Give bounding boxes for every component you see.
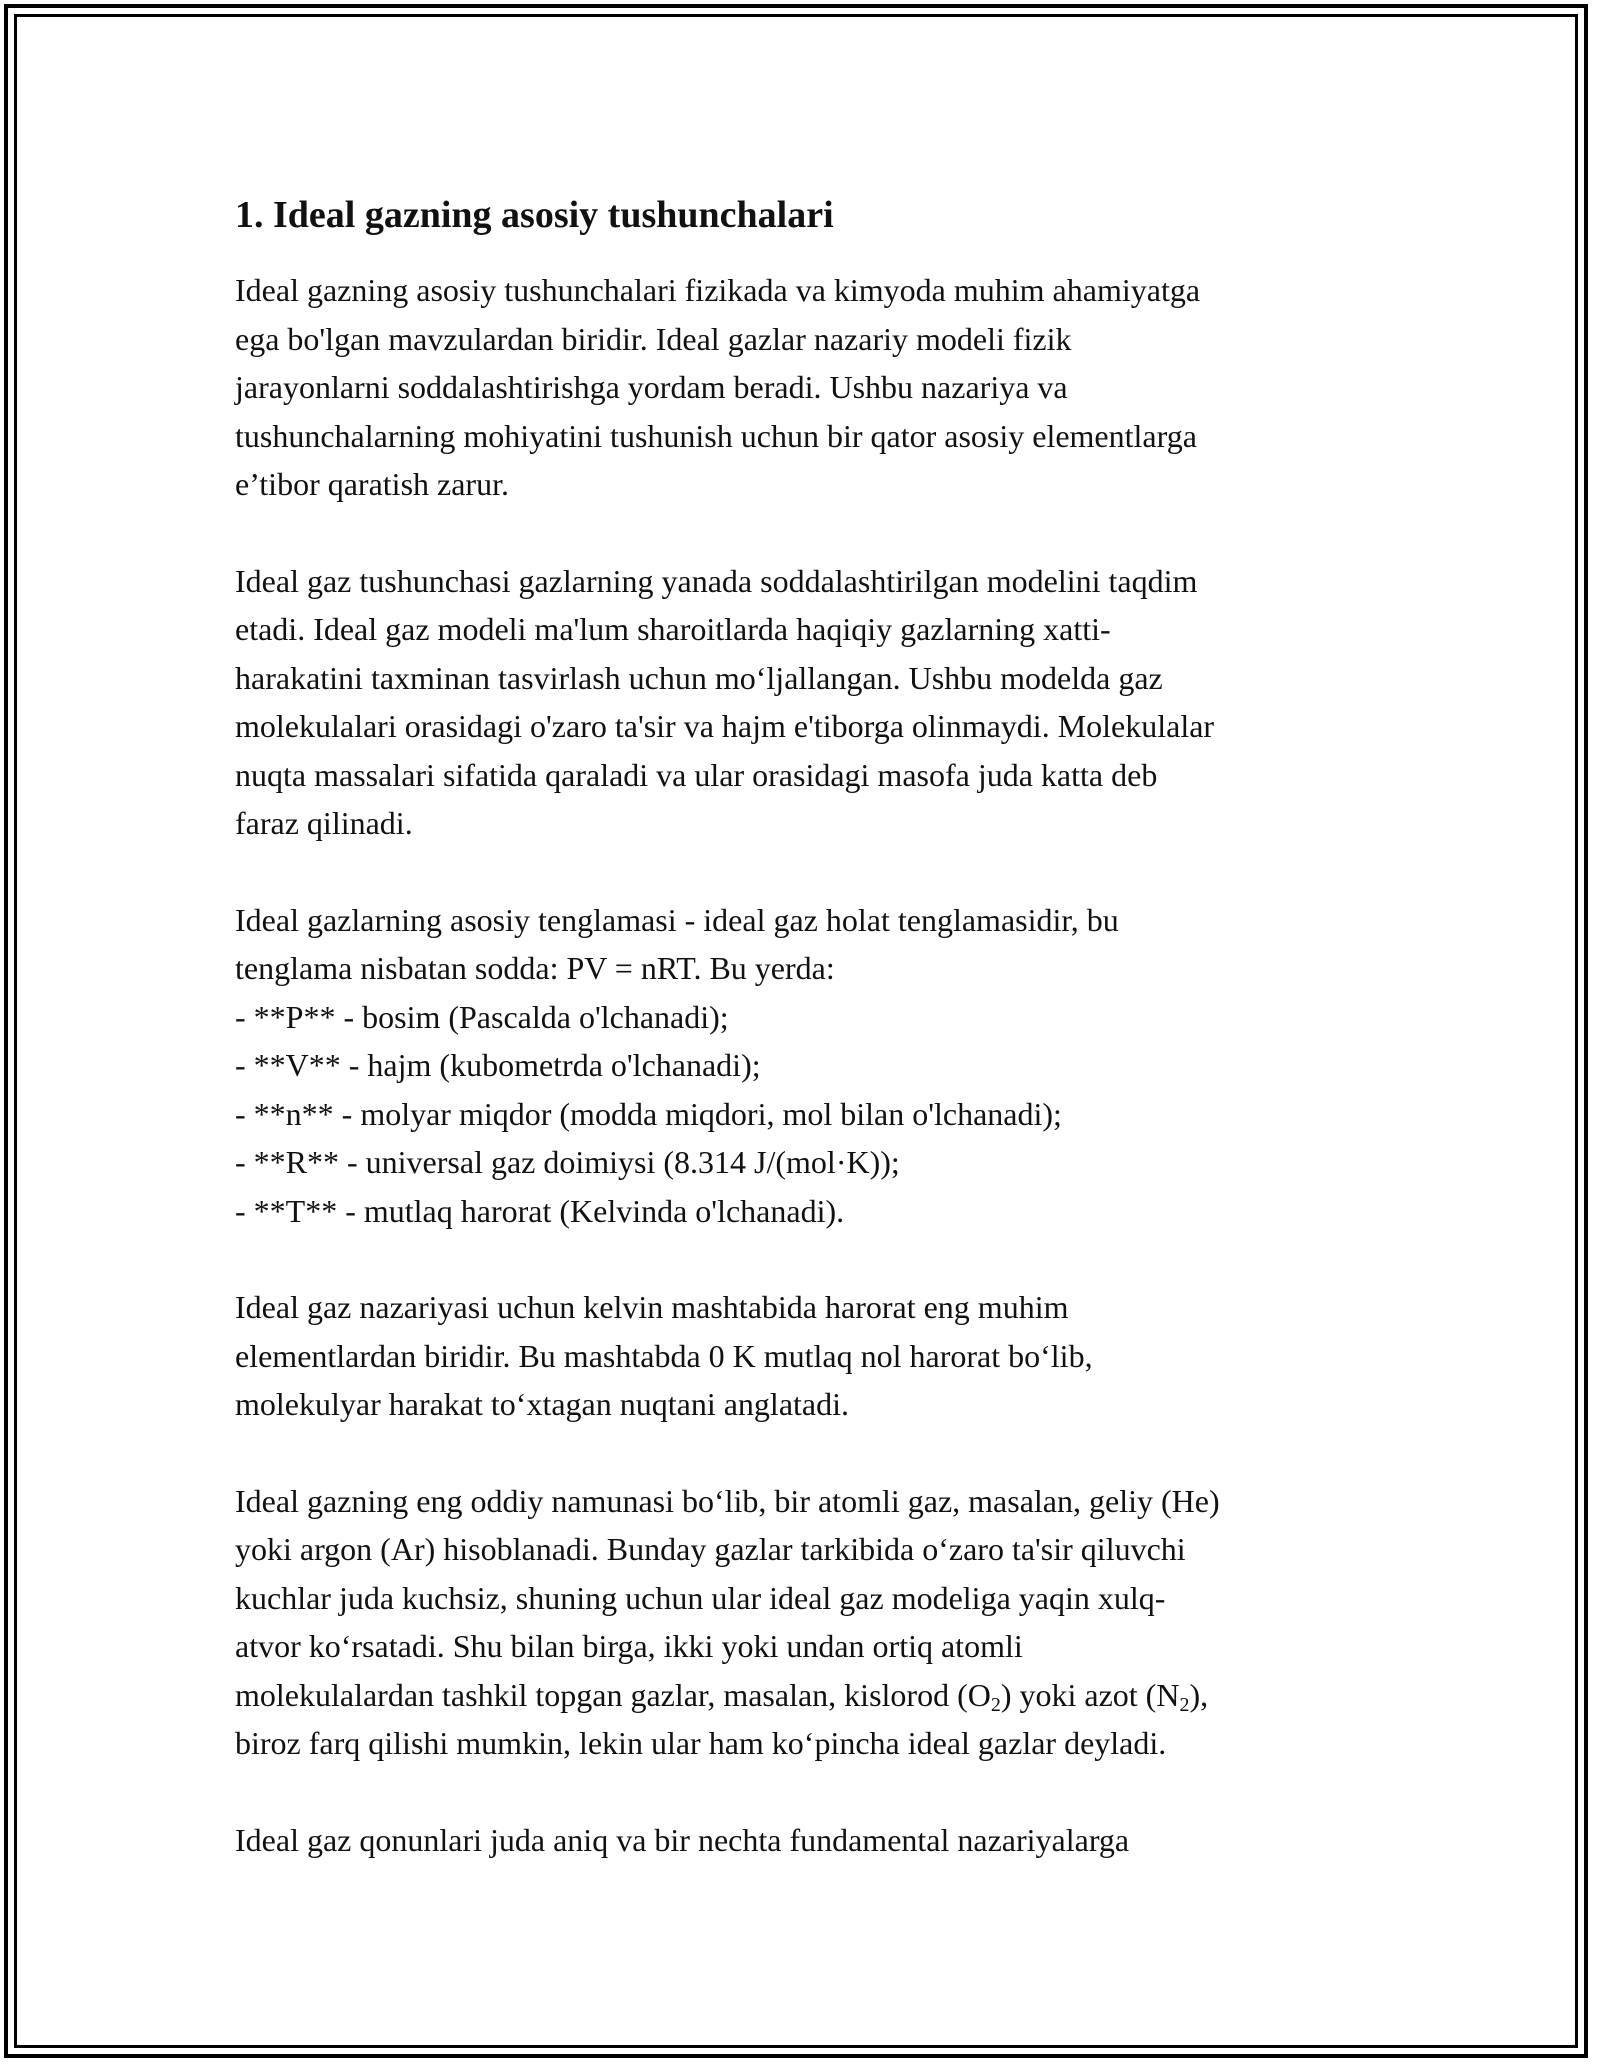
text-line: faraz qilinadi. xyxy=(235,805,413,841)
text-line: Ideal gazning asosiy tushunchalari fizikada va kimyoda muhim ahamiyatga xyxy=(235,272,1201,308)
text-segment: molekulalardan tashkil topgan gazlar, masalan, kislorod (O xyxy=(235,1676,991,1713)
text-line: jarayonlarni soddalashtirishga yordam beradi. Ushbu nazariya va xyxy=(235,369,1068,405)
text-line: yoki argon (Ar) hisoblanadi. Bunday gazlar tarkibida oʻzaro ta'sir qiluvchi xyxy=(235,1531,1186,1567)
text-line: biroz farq qilishi mumkin, lekin ular ham koʻpincha ideal gazlar deyladi. xyxy=(235,1725,1167,1761)
text-line: Ideal gazlarning asosiy tenglamasi - ideal gaz holat tenglamasidir, bu xyxy=(235,901,1119,938)
list-item-moles: - **n** - molyar miqdor (modda miqdori, mol bilan o'lchanadi); xyxy=(235,1095,1062,1132)
text-line-formulas xyxy=(235,1671,1375,1720)
list-item-gas-constant: - **R** - universal gaz doimiysi (8.314 J/(mol·K)); xyxy=(235,1144,900,1180)
text-line: Ideal gaz tushunchasi gazlarning yanada soddalashtirilgan modelini taqdim xyxy=(235,562,1198,599)
paragraph-laws xyxy=(235,1816,1375,1865)
list-item-temperature: - **T** - mutlaq harorat (Kelvinda o'lchanadi). xyxy=(235,1192,845,1229)
text-line: nuqta massalari sifatida qaraladi va ular orasidagi masofa juda katta deb xyxy=(235,756,1158,793)
section-heading: 1. Ideal gazning asosiy tushunchalari xyxy=(235,194,834,236)
text-line: tenglama nisbatan sodda: PV = nRT. Bu yerda: xyxy=(235,950,835,986)
text-line: kuchlar juda kuchsiz, shuning uchun ular ideal gaz modeliga yaqin xulq- xyxy=(235,1579,1166,1616)
text-line: atvor koʻrsatadi. Shu bilan birga, ikki yoki undan ortiq atomli xyxy=(235,1628,1023,1664)
document-body xyxy=(235,190,1375,1912)
text-line: Ideal gaz qonunlari juda aniq va bir nechta fundamental nazariyalarga xyxy=(235,1821,1130,1858)
text-segment: ), xyxy=(1189,1676,1209,1713)
paragraph-examples xyxy=(235,1477,1375,1768)
paragraph-equation xyxy=(235,896,1375,1236)
list-item-pressure: - **P** - bosim (Pascalda o'lchanadi); xyxy=(235,998,729,1035)
text-segment: ) yoki azot (N xyxy=(1000,1676,1180,1713)
text-line: Ideal gazning eng oddiy namunasi boʻlib, bir atomli gaz, masalan, geliy (He) xyxy=(235,1482,1220,1519)
text-line: harakatini taxminan tasvirlash uchun moʻljallangan. Ushbu modelda gaz xyxy=(235,659,1163,696)
subscript: 2 xyxy=(1179,1693,1190,1716)
list-item-volume: - **V** - hajm (kubometrda o'lchanadi); xyxy=(235,1047,761,1083)
text-line: ega bo'lgan mavzulardan biridir. Ideal gazlar nazariy modeli fizik xyxy=(235,320,1072,357)
paragraph-intro xyxy=(235,266,1375,509)
text-line: molekulalari orasidagi o'zaro ta'sir va hajm e'tiborga olinmaydi. Molekulalar xyxy=(235,708,1215,744)
text-line: elementlardan biridir. Bu mashtabda 0 K mutlaq nol harorat boʻlib, xyxy=(235,1337,1093,1374)
paragraph-model xyxy=(235,557,1375,848)
text-line: etadi. Ideal gaz modeli ma'lum sharoitlarda haqiqiy gazlarning xatti- xyxy=(235,611,1111,647)
text-line: e’tibor qaratish zarur. xyxy=(235,466,509,502)
text-line: Ideal gaz nazariyasi uchun kelvin mashtabida harorat eng muhim xyxy=(235,1289,1069,1325)
text-line: tushunchalarning mohiyatini tushunish uchun bir qator asosiy elementlarga xyxy=(235,417,1197,454)
text-line: molekulyar harakat toʻxtagan nuqtani anglatadi. xyxy=(235,1386,849,1422)
paragraph-kelvin xyxy=(235,1283,1375,1429)
subscript: 2 xyxy=(990,1693,1001,1716)
